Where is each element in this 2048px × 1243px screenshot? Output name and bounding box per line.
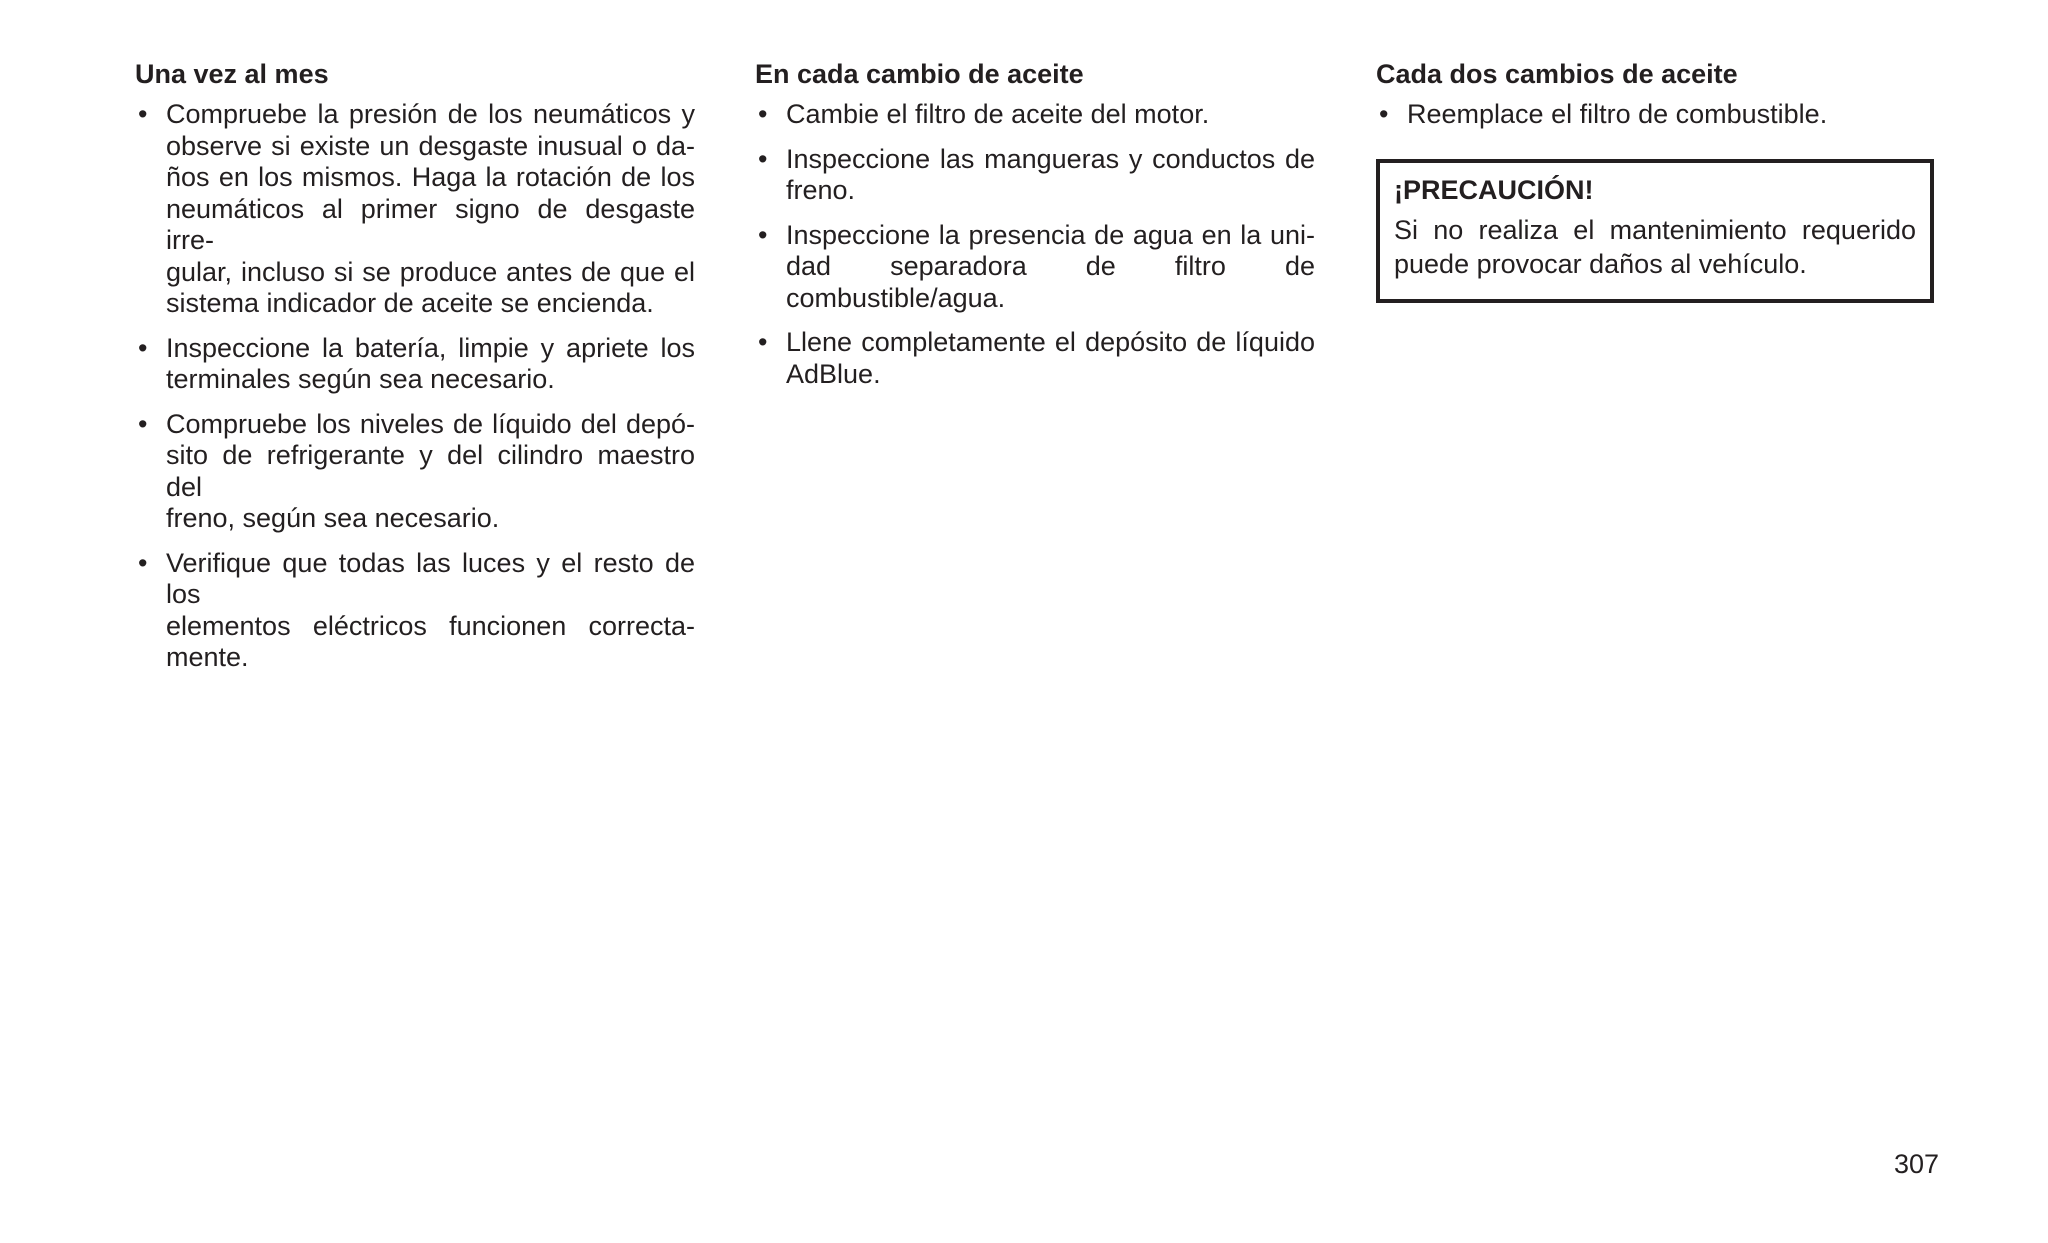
text-line: observe si existe un desgaste inusual o da- (166, 130, 695, 161)
oil-change-checklist (755, 99, 1315, 390)
monthly-maintenance-column (135, 55, 695, 687)
page-number: 307 (1893, 1149, 1939, 1179)
list-item (135, 99, 695, 320)
caution-box (1376, 159, 1934, 303)
text-line: Compruebe la presión de los neumáticos y (166, 99, 695, 129)
text-line: AdBlue. (786, 358, 881, 389)
two-oil-changes-checklist (1376, 99, 1936, 131)
text-line: Si no realiza el mantenimiento requerido (1394, 214, 1916, 245)
text-line: Reemplace el filtro de combustible. (1407, 99, 1828, 129)
list-item (135, 333, 695, 396)
text-line: elementos eléctricos funcionen correcta- (166, 610, 695, 641)
text-line: Cambie el filtro de aceite del motor. (786, 99, 1210, 129)
list-item (1376, 99, 1936, 131)
text-line: freno. (786, 175, 856, 205)
section-heading-monthly: Una vez al mes (135, 59, 329, 89)
text-line: Inspeccione la presencia de agua en la uni- (786, 219, 1315, 250)
text-line: mente. (166, 642, 249, 672)
text-line: Verifique que todas las luces y el resto de los (166, 547, 695, 609)
bullet-icon: • (138, 547, 148, 578)
text-line: dad separadora de filtro de (786, 251, 1315, 281)
list-item (755, 327, 1315, 390)
text-line: Llene completamente el depósito de líquido (786, 327, 1315, 357)
bullet-icon: • (758, 327, 768, 357)
text-line: puede provocar daños al vehículo. (1394, 248, 1807, 279)
oil-change-column (755, 55, 1315, 403)
text-line: Inspeccione las mangueras y conductos de (786, 143, 1315, 174)
caution-text (1394, 213, 1916, 281)
bullet-icon: • (758, 99, 768, 129)
list-item (755, 144, 1315, 207)
bullet-icon: • (1379, 99, 1389, 129)
bullet-icon: • (138, 332, 148, 363)
text-line: freno, según sea necesario. (166, 503, 500, 533)
caution-title: ¡PRECAUCIÓN! (1394, 174, 1594, 205)
list-item (135, 548, 695, 674)
list-item (755, 99, 1315, 131)
list-item (135, 409, 695, 535)
text-line: sito de refrigerante y del cilindro maestro del (166, 440, 695, 502)
text-line: combustible/agua. (786, 282, 1006, 313)
list-item (755, 220, 1315, 315)
text-line: Inspeccione la batería, limpie y apriete los (166, 332, 695, 363)
section-heading-oil-change: En cada cambio de aceite (755, 59, 1084, 89)
text-line: terminales según sea necesario. (166, 364, 555, 394)
bullet-icon: • (138, 408, 148, 439)
text-line: sistema indicador de aceite se encienda. (166, 288, 654, 318)
text-line: Compruebe los niveles de líquido del depó- (166, 408, 695, 439)
monthly-checklist (135, 99, 695, 674)
bullet-icon: • (758, 219, 768, 250)
section-heading-two-oil-changes: Cada dos cambios de aceite (1376, 59, 1738, 89)
text-line: ños en los mismos. Haga la rotación de los (166, 162, 695, 192)
text-line: gular, incluso si se produce antes de que el (166, 256, 695, 287)
text-line: neumáticos al primer signo de desgaste irre- (166, 193, 695, 255)
bullet-icon: • (758, 143, 768, 174)
bullet-icon: • (138, 99, 148, 129)
every-two-oil-changes-column (1376, 55, 1936, 303)
